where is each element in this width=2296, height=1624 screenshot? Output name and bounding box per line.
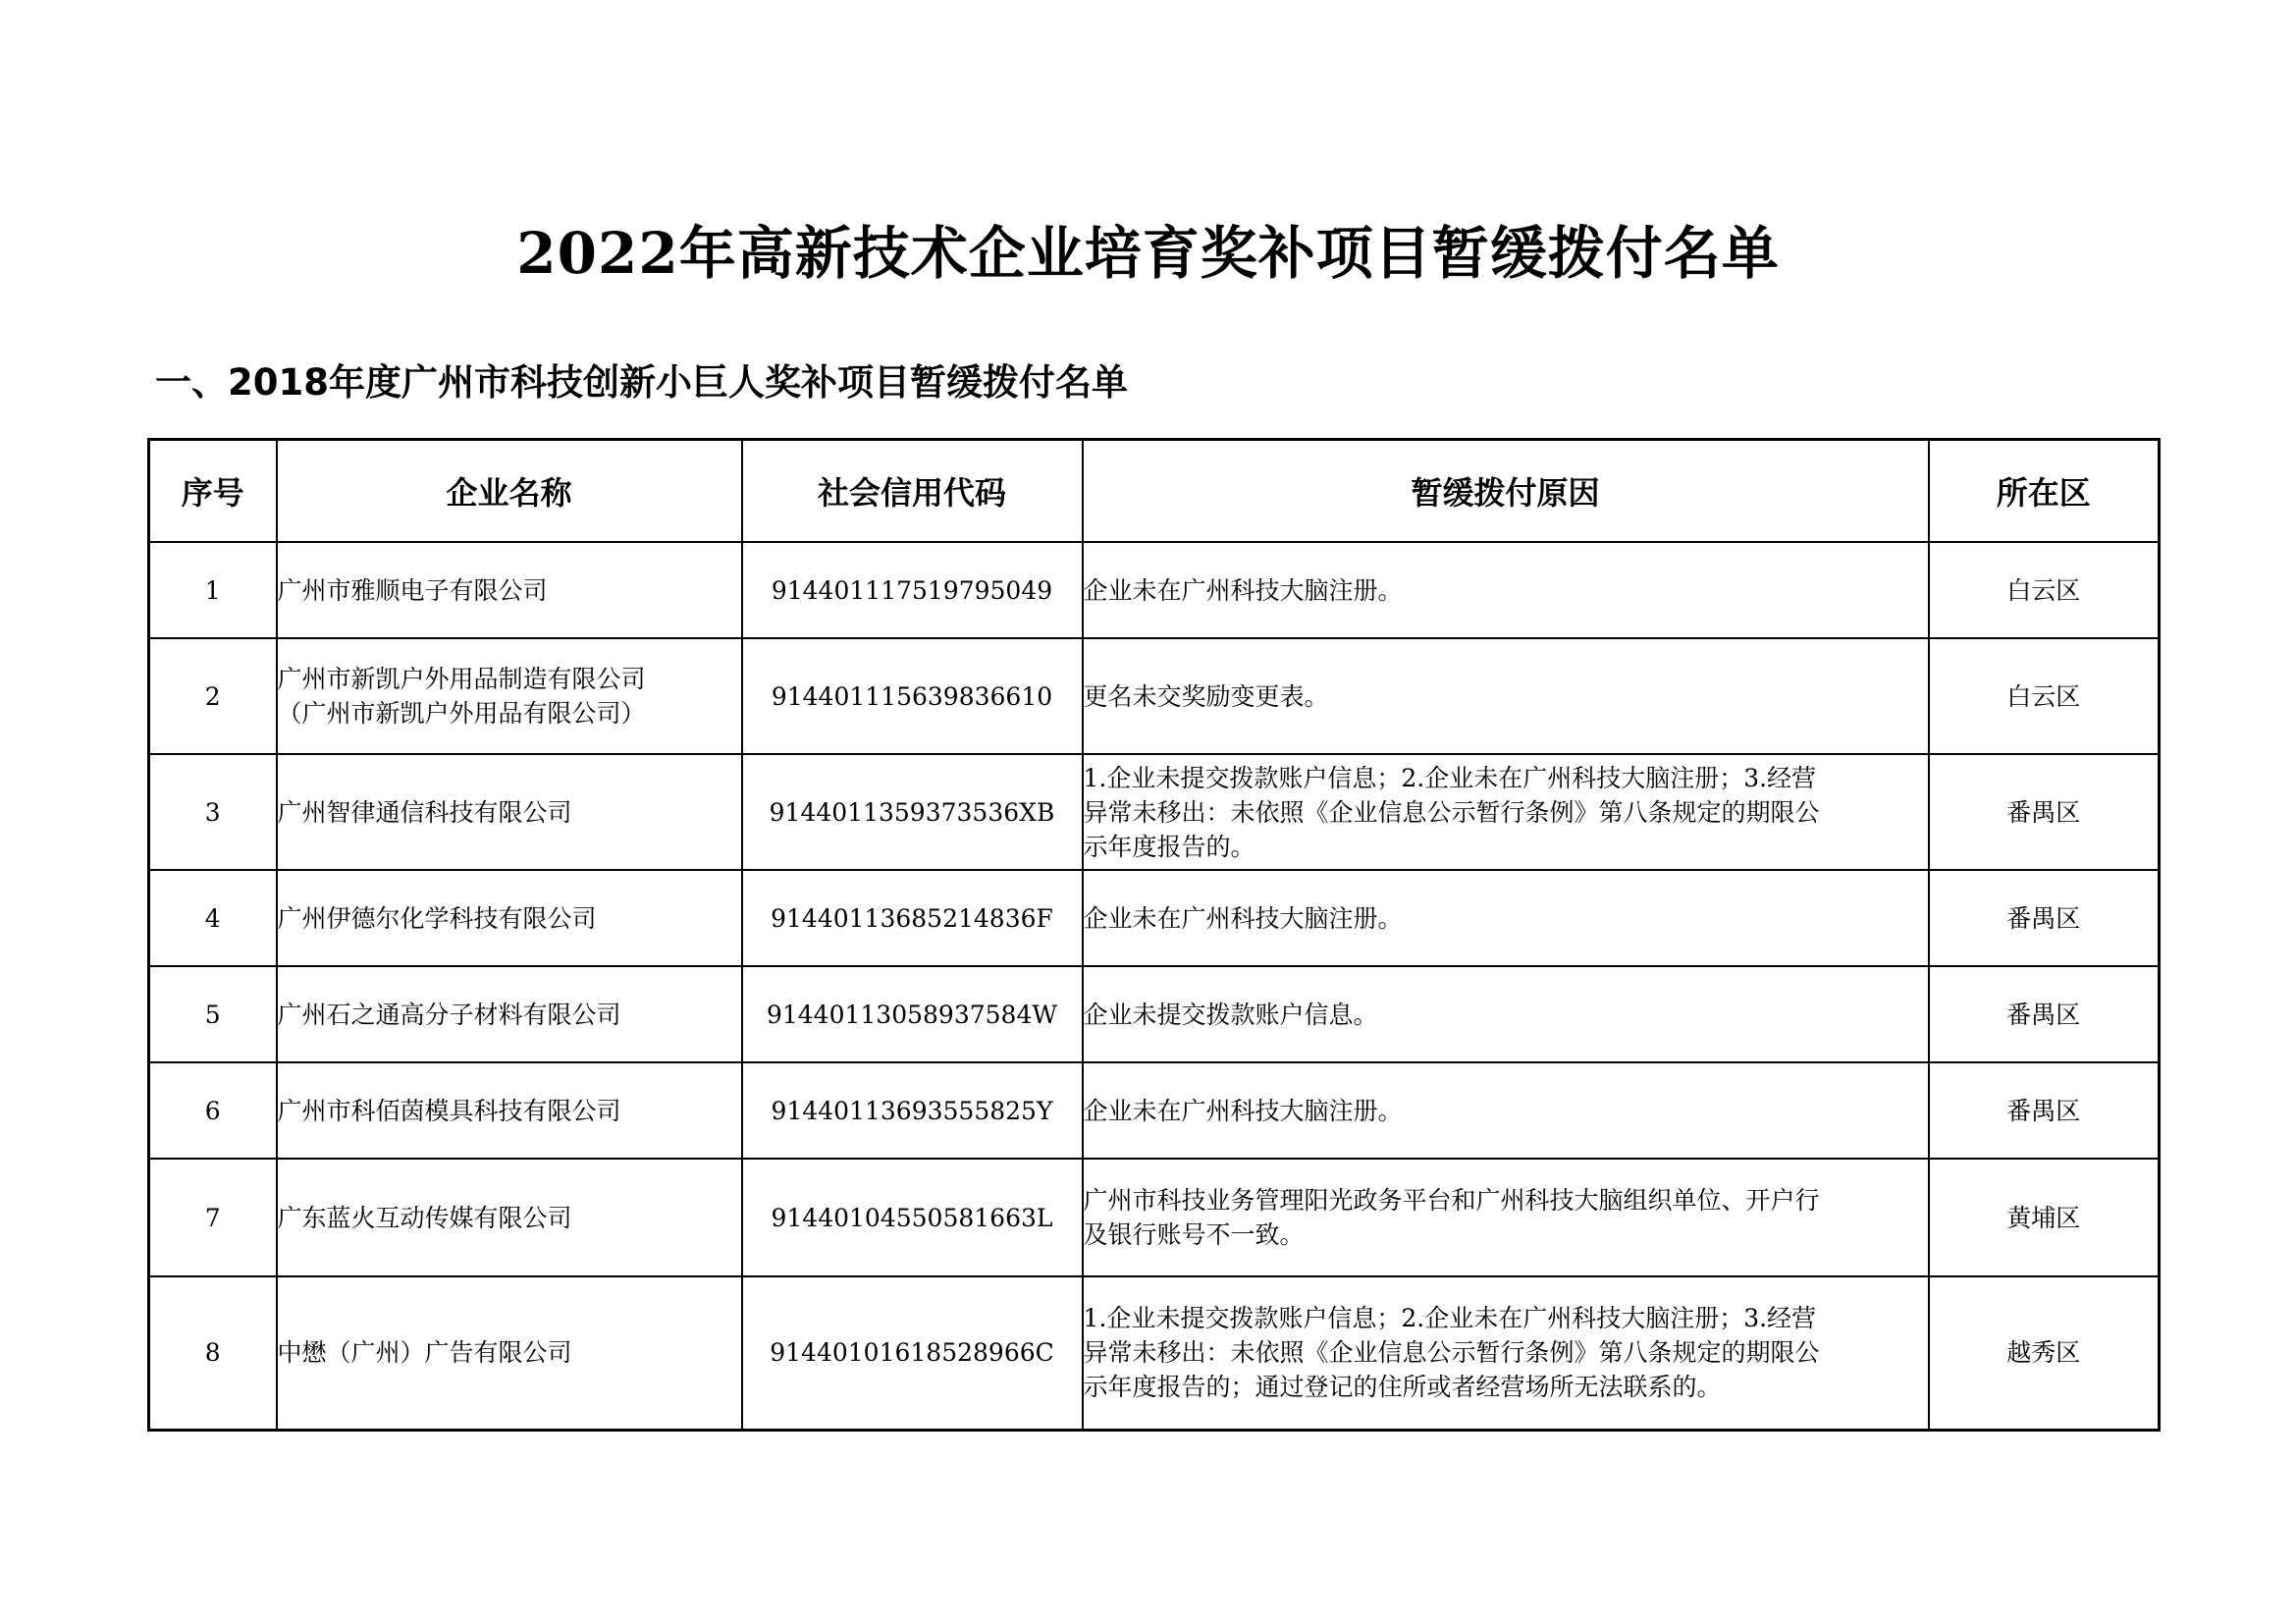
reason-line: 企业未在广州科技大脑注册。 — [1083, 1096, 1403, 1125]
cell-serial-number: 8 — [149, 1276, 277, 1430]
table-row — [149, 1062, 2160, 1159]
header-suspension-reason: 暂缓拨付原因 — [1083, 440, 1929, 543]
cell-suspension-reason — [1083, 1062, 1929, 1159]
table-row — [149, 1276, 2160, 1430]
cell-company-name — [277, 754, 742, 870]
company-name-line: 广州市科佰茵模具科技有限公司 — [277, 1096, 621, 1125]
reason-line: 企业未在广州科技大脑注册。 — [1083, 575, 1403, 605]
cell-serial-number: 1 — [149, 542, 277, 638]
reason-line: 示年度报告的。 — [1083, 832, 1255, 861]
cell-credit-code: 914401115639836610 — [742, 638, 1083, 754]
cell-district: 番禺区 — [1929, 754, 2160, 870]
cell-credit-code: 914401117519795049 — [742, 542, 1083, 638]
company-name-line: 广州伊德尔化学科技有限公司 — [277, 903, 597, 933]
cell-district: 番禺区 — [1929, 1062, 2160, 1159]
company-name-line: 广州智律通信科技有限公司 — [277, 797, 572, 827]
cell-company-name — [277, 870, 742, 966]
company-name-line: （广州市新凯户外用品有限公司） — [277, 699, 646, 728]
header-serial-number: 序号 — [149, 440, 277, 543]
table-header-row — [149, 440, 2160, 543]
table-row — [149, 870, 2160, 966]
company-name-line: 广东蓝火互动传媒有限公司 — [277, 1203, 572, 1232]
cell-credit-code: 91440113058937584W — [742, 966, 1083, 1062]
cell-company-name — [277, 1062, 742, 1159]
cell-suspension-reason — [1083, 966, 1929, 1062]
cell-company-name — [277, 542, 742, 638]
reason-line: 示年度报告的；通过登记的住所或者经营场所无法联系的。 — [1083, 1373, 1722, 1402]
cell-suspension-reason — [1083, 1276, 1929, 1430]
reason-line: 企业未在广州科技大脑注册。 — [1083, 903, 1403, 933]
company-name-line: 中懋（广州）广告有限公司 — [277, 1338, 572, 1368]
cell-district: 白云区 — [1929, 638, 2160, 754]
cell-credit-code: 91440113685214836F — [742, 870, 1083, 966]
reason-line: 及银行账号不一致。 — [1083, 1220, 1305, 1249]
cell-credit-code: 91440104550581663L — [742, 1159, 1083, 1276]
reason-line: 企业未提交拨款账户信息。 — [1083, 1000, 1378, 1029]
reason-line: 异常未移出：未依照《企业信息公示暂行条例》第八条规定的期限公 — [1083, 1338, 1820, 1368]
suspended-payment-table — [147, 438, 2161, 1432]
cell-serial-number: 7 — [149, 1159, 277, 1276]
cell-credit-code: 91440113693555825Y — [742, 1062, 1083, 1159]
cell-credit-code: 9144011359373536XB — [742, 754, 1083, 870]
cell-credit-code: 91440101618528966C — [742, 1276, 1083, 1430]
cell-district: 番禺区 — [1929, 870, 2160, 966]
cell-suspension-reason — [1083, 1159, 1929, 1276]
table-row — [149, 542, 2160, 638]
reason-line: 广州市科技业务管理阳光政务平台和广州科技大脑组织单位、开户行 — [1083, 1186, 1820, 1215]
cell-suspension-reason — [1083, 638, 1929, 754]
cell-suspension-reason — [1083, 754, 1929, 870]
header-credit-code: 社会信用代码 — [742, 440, 1083, 543]
cell-company-name — [277, 638, 742, 754]
company-name-line: 广州市雅顺电子有限公司 — [277, 575, 548, 605]
cell-serial-number: 6 — [149, 1062, 277, 1159]
cell-suspension-reason — [1083, 542, 1929, 638]
table-row — [149, 754, 2160, 870]
header-company-name: 企业名称 — [277, 440, 742, 543]
cell-company-name — [277, 966, 742, 1062]
header-district: 所在区 — [1929, 440, 2160, 543]
cell-district: 白云区 — [1929, 542, 2160, 638]
table-row — [149, 966, 2160, 1062]
cell-district: 越秀区 — [1929, 1276, 2160, 1430]
section-title: 一、2018年度广州市科技创新小巨人奖补项目暂缓拨付名单 — [155, 361, 1128, 404]
cell-serial-number: 3 — [149, 754, 277, 870]
cell-suspension-reason — [1083, 870, 1929, 966]
cell-serial-number: 4 — [149, 870, 277, 966]
document-title: 2022年高新技术企业培育奖补项目暂缓拨付名单 — [516, 220, 1780, 287]
company-name-line: 广州石之通高分子材料有限公司 — [277, 1000, 621, 1029]
reason-line: 更名未交奖励变更表。 — [1083, 681, 1329, 711]
cell-serial-number: 2 — [149, 638, 277, 754]
cell-company-name — [277, 1276, 742, 1430]
cell-company-name — [277, 1159, 742, 1276]
reason-line: 1.企业未提交拨款账户信息；2.企业未在广州科技大脑注册；3.经营 — [1083, 1304, 1817, 1333]
cell-serial-number: 5 — [149, 966, 277, 1062]
cell-district: 番禺区 — [1929, 966, 2160, 1062]
table-row — [149, 638, 2160, 754]
company-name-line: 广州市新凯户外用品制造有限公司 — [277, 665, 646, 693]
reason-line: 1.企业未提交拨款账户信息；2.企业未在广州科技大脑注册；3.经营 — [1083, 763, 1817, 792]
table-row — [149, 1159, 2160, 1276]
reason-line: 异常未移出：未依照《企业信息公示暂行条例》第八条规定的期限公 — [1083, 797, 1820, 827]
cell-district: 黄埔区 — [1929, 1159, 2160, 1276]
